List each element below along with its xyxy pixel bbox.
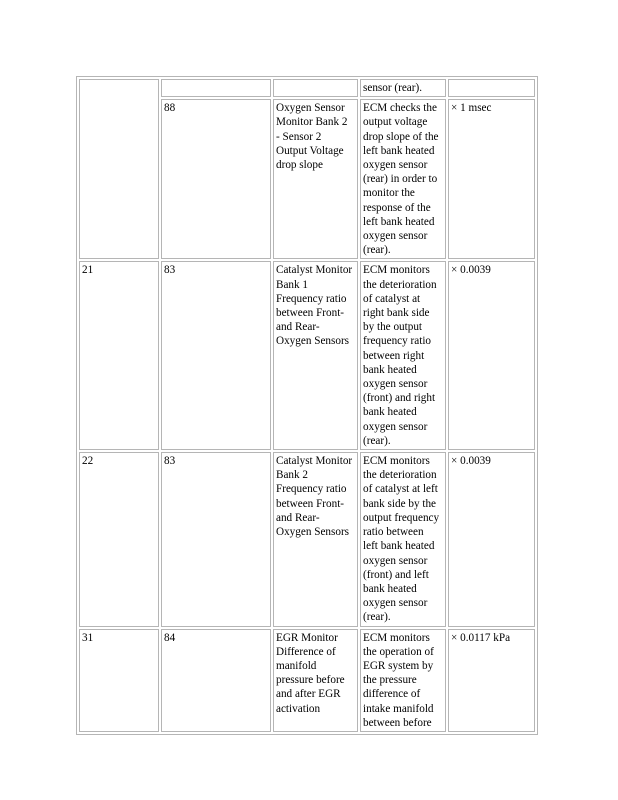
unit-id-cell bbox=[161, 629, 271, 732]
diagnostic-data-table bbox=[76, 76, 538, 735]
factor-text: × 0.0039 bbox=[451, 455, 491, 468]
factor-text: × 0.0117 kPa bbox=[451, 631, 511, 644]
unit-id-cell bbox=[161, 452, 271, 626]
table-row bbox=[79, 79, 535, 97]
unit-id-cell bbox=[161, 79, 271, 97]
item-text: Catalyst Monitor Bank 1 Frequency ratio between Front- and Rear- Oxygen Sensors bbox=[276, 264, 353, 348]
table-row bbox=[79, 452, 535, 626]
test-id-cell bbox=[79, 261, 159, 450]
unit-id-text: 83 bbox=[164, 264, 176, 277]
test-id-text: 21 bbox=[82, 264, 94, 277]
description-text: ECM monitors the deterioration of catalyst at right bank side by the output frequency ratio between right bank heated oxygen sensor (front) and right bank heated oxygen sensor (rear). bbox=[363, 264, 437, 447]
description-cell bbox=[360, 79, 446, 97]
item-cell bbox=[273, 629, 358, 732]
description-text: ECM monitors the deterioration of catalyst at left bank side by the output frequency ratio between left bank heated oxygen sensor (front) and left bank heated oxygen sensor (rear). bbox=[363, 455, 440, 624]
item-text: EGR Monitor Difference of manifold pressure before and after EGR activation bbox=[276, 631, 345, 715]
table-row bbox=[79, 261, 535, 450]
description-text: ECM monitors the operation of EGR system by the pressure difference of intake manifold between before bbox=[363, 631, 434, 729]
factor-cell bbox=[448, 79, 535, 97]
unit-id-text: 84 bbox=[164, 631, 176, 644]
factor-cell bbox=[448, 629, 535, 732]
factor-cell bbox=[448, 99, 535, 259]
description-cell bbox=[360, 629, 446, 732]
unit-id-cell bbox=[161, 261, 271, 450]
test-id-text: 31 bbox=[82, 631, 94, 644]
item-text: Catalyst Monitor Bank 2 Frequency ratio between Front- and Rear- Oxygen Sensors bbox=[276, 455, 353, 539]
description-text: ECM checks the output voltage drop slope of the left bank heated oxygen sensor (rear) in order to monitor the response of the left bank heated oxygen sensor (rear). bbox=[363, 102, 439, 257]
test-id-cell bbox=[79, 452, 159, 626]
factor-cell bbox=[448, 452, 535, 626]
factor-text: × 0.0039 bbox=[451, 264, 491, 277]
unit-id-text: 88 bbox=[164, 102, 176, 115]
test-id-text: 22 bbox=[82, 455, 94, 468]
item-cell bbox=[273, 99, 358, 259]
description-cell bbox=[360, 99, 446, 259]
factor-text: × 1 msec bbox=[451, 102, 492, 115]
description-cell bbox=[360, 261, 446, 450]
description-text: sensor (rear). bbox=[363, 82, 423, 94]
item-cell bbox=[273, 452, 358, 626]
test-id-cell bbox=[79, 79, 159, 259]
unit-id-cell bbox=[161, 99, 271, 259]
item-cell bbox=[273, 261, 358, 450]
item-cell bbox=[273, 79, 358, 97]
test-id-cell bbox=[79, 629, 159, 732]
table-row bbox=[79, 629, 535, 732]
description-cell bbox=[360, 452, 446, 626]
unit-id-text: 83 bbox=[164, 455, 176, 468]
item-text: Oxygen Sensor Monitor Bank 2 - Sensor 2 Output Voltage drop slope bbox=[276, 102, 348, 172]
factor-cell bbox=[448, 261, 535, 450]
